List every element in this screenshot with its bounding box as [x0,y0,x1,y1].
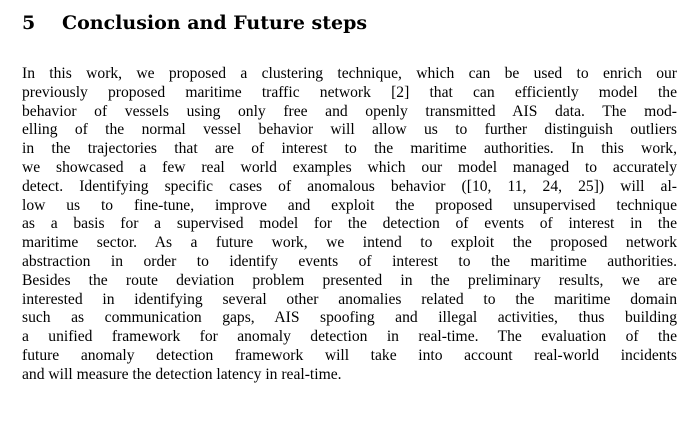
paragraph-line: behavior of vessels using only free and openly transmitted AIS data. The mod- [22,102,677,120]
paragraph-line: maritime sector. As a future work, we intend to exploit the proposed network [22,234,677,252]
section-heading [22,10,367,36]
paragraph-line: In this work, we proposed a clustering technique, which can be used to enrich our [22,65,677,82]
section-title: Conclusion and Future steps [62,12,368,34]
paragraph-line-last: and will measure the detection latency in real-time. [22,365,342,383]
paragraph-line: as a basis for a supervised model for the detection of events of interest in the [22,215,677,233]
body-paragraph [22,65,677,385]
paragraph-line: low us to fine-tune, improve and exploit the proposed unsupervised technique [22,196,677,214]
section-number: 5 [22,12,36,34]
paragraph-line: we showcased a few real world examples which our model managed to accurately [22,158,677,176]
paragraph-line: interested in identifying several other anomalies related to the maritime domain [22,290,677,308]
paragraph-line: detect. Identifying specific cases of anomalous behavior ([10, 11, 24, 25]) will al- [22,177,677,195]
paragraph-line: future anomaly detection framework will take into account real-world incidents [22,346,677,364]
paragraph-line: abstraction in order to identify events of interest to the maritime authorities. [22,252,677,270]
paragraph-line: previously proposed maritime traffic network [2] that can efficiently model the [22,83,677,101]
paragraph-line: in the trajectories that are of interest to the maritime authorities. In this work, [22,140,677,158]
paragraph-line: such as communication gaps, AIS spoofing and illegal activities, thus building [22,309,677,327]
paragraph-line: Besides the route deviation problem presented in the preliminary results, we are [22,271,677,289]
paragraph-line: a unified framework for anomaly detection in real-time. The evaluation of the [22,328,677,346]
paragraph-line: elling of the normal vessel behavior will allow us to further distinguish outliers [22,121,677,139]
